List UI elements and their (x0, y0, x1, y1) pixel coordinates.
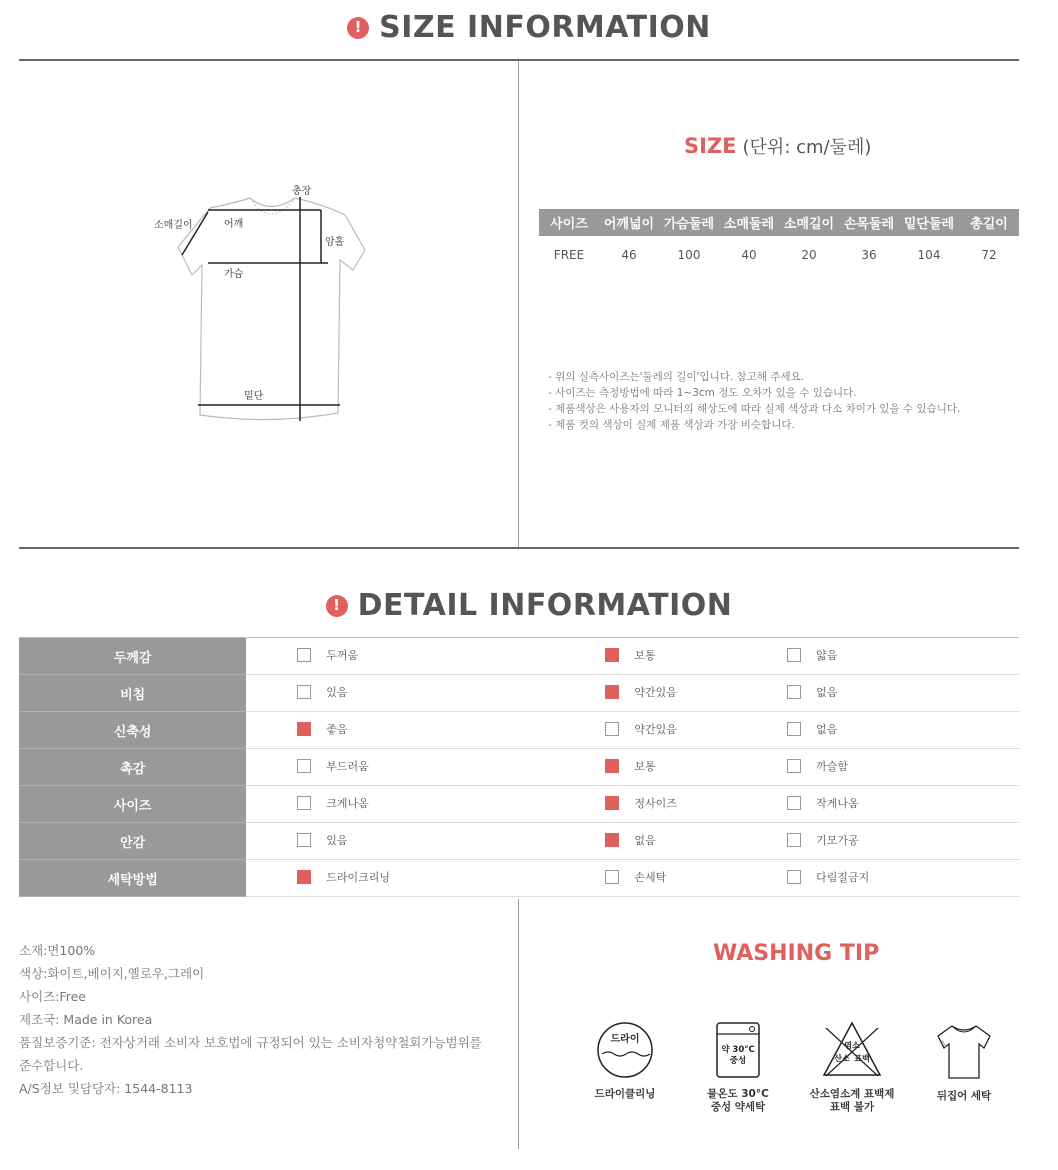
size-info-heading: SIZE INFORMATION (379, 10, 711, 45)
unchecked-box-icon (297, 833, 311, 847)
table-cell: 20 (801, 247, 817, 262)
detail-label: 사이즈 (19, 786, 246, 823)
label-sleeve: 소매길이 (154, 220, 193, 231)
col-header: 가슴둘레 (659, 209, 719, 236)
detail-row (19, 823, 1019, 860)
label-shoulder: 어깨 (224, 219, 244, 230)
detail-option-label: 정사이즈 (634, 797, 677, 810)
detail-option (297, 795, 369, 811)
table-cell: 40 (741, 247, 757, 262)
checked-box-icon (605, 796, 619, 810)
unchecked-box-icon (787, 759, 801, 773)
inside-out-icon (934, 1020, 994, 1082)
table-cell: 100 (677, 247, 701, 262)
detail-option (787, 869, 869, 885)
col-header: 소매둘레 (719, 209, 779, 236)
detail-label: 신축성 (19, 712, 246, 749)
detail-option (297, 869, 390, 885)
wash-item-inside-out (924, 1020, 1004, 1103)
detail-label: 비침 (19, 675, 246, 712)
unchecked-box-icon (297, 685, 311, 699)
checked-box-icon (297, 722, 311, 736)
detail-option (605, 758, 655, 774)
col-header: 소매길이 (779, 209, 839, 236)
col-header: 밑단둘레 (899, 209, 959, 236)
detail-option-label: 약간있음 (634, 723, 677, 736)
wash-item-machine (700, 1020, 776, 1114)
detail-option (297, 832, 347, 848)
checked-box-icon (605, 648, 619, 662)
unchecked-box-icon (787, 685, 801, 699)
info-line: 색상:화이트,베이지,옐로우,그레이 (19, 966, 205, 981)
unchecked-box-icon (297, 796, 311, 810)
unchecked-box-icon (297, 648, 311, 662)
detail-option-label: 부드러움 (326, 760, 369, 773)
detail-option (787, 832, 859, 848)
detail-option-cell (555, 749, 787, 786)
detail-option-label: 얇음 (816, 649, 838, 662)
note-line: - 위의 실측사이즈는'둘레의 길이'입니다. 참고해 주세요. (548, 371, 805, 383)
detail-option (605, 684, 677, 700)
wash-caption: 산소염소계 표백제 (809, 1088, 895, 1100)
info-line: 품질보증기준: 전자상거래 소비자 보호법에 규정되어 있는 소비자청약철회가능범위를 (19, 1035, 482, 1050)
detail-option-cell (246, 712, 555, 749)
wash-item-dry-clean (590, 1020, 660, 1101)
table-row (539, 236, 1019, 273)
col-header: 어깨넓이 (599, 209, 659, 236)
wash-item-no-bleach (802, 1020, 902, 1114)
wash-caption: 드라이클리닝 (594, 1088, 656, 1100)
detail-option-label: 손세탁 (634, 871, 667, 884)
detail-option (605, 795, 677, 811)
detail-option-cell (555, 860, 787, 897)
wash-caption: 뒤집어 세탁 (936, 1090, 992, 1102)
note-line: - 제품 컷의 색상이 실제 제품 색상과 가장 비슷합니다. (548, 419, 795, 431)
table-cell: 104 (917, 247, 941, 262)
table-cell: 72 (981, 247, 997, 262)
detail-option-label: 두꺼움 (326, 649, 359, 662)
detail-option-label: 있음 (326, 834, 348, 847)
unchecked-box-icon (787, 722, 801, 736)
detail-option-cell (246, 638, 555, 675)
unchecked-box-icon (787, 833, 801, 847)
info-line: A/S정보 및담당자: 1544-8113 (19, 1081, 193, 1096)
wash-temp: 약 30°C (721, 1045, 755, 1055)
detail-option-label: 크게나옴 (326, 797, 369, 810)
detail-option-label: 드라이크리닝 (326, 871, 391, 884)
size-heading-unit: (단위: cm/둘레) (742, 137, 872, 158)
label-hem: 밑단 (244, 391, 264, 402)
unchecked-box-icon (605, 722, 619, 736)
size-heading-label: SIZE (684, 134, 737, 158)
unchecked-box-icon (297, 759, 311, 773)
detail-option (605, 832, 655, 848)
detail-option-label: 있음 (326, 686, 348, 699)
detail-option-cell (246, 860, 555, 897)
label-length: 총장 (292, 186, 312, 197)
label-armhole: 암홀 (325, 237, 345, 248)
detail-option-cell (555, 675, 787, 712)
detail-option (787, 647, 837, 663)
size-table (539, 209, 1019, 273)
divider (19, 547, 1019, 549)
detail-info-title (0, 588, 1058, 623)
detail-option-cell (787, 712, 1019, 749)
bleach-oxygen: 산소 (834, 1054, 850, 1063)
info-line: 소재:면100% (19, 943, 96, 958)
unchecked-box-icon (787, 648, 801, 662)
detail-option-label: 좋음 (326, 723, 348, 736)
checked-box-icon (605, 685, 619, 699)
divider (19, 59, 1019, 61)
detail-option-label: 없음 (634, 834, 656, 847)
detail-option (605, 721, 677, 737)
product-info (19, 939, 514, 1100)
checked-box-icon (605, 759, 619, 773)
detail-option (297, 721, 347, 737)
col-header: 총길이 (959, 209, 1019, 236)
detail-label: 두께감 (19, 638, 246, 675)
size-notes (548, 369, 960, 433)
detail-option-label: 없음 (816, 686, 838, 699)
detail-row (19, 638, 1019, 675)
detail-option-label: 약간있음 (634, 686, 677, 699)
detail-option-label: 기모가공 (816, 834, 859, 847)
size-table-header (539, 209, 1019, 236)
col-header: 손목둘레 (839, 209, 899, 236)
detail-option-cell (787, 860, 1019, 897)
detail-option-cell (787, 749, 1019, 786)
divider (518, 61, 519, 547)
detail-option-label: 없음 (816, 723, 838, 736)
detail-option (787, 721, 837, 737)
col-header: 사이즈 (539, 209, 599, 236)
detail-row (19, 749, 1019, 786)
detail-info-heading: DETAIL INFORMATION (357, 588, 733, 623)
no-bleach-icon (820, 1020, 884, 1080)
detail-option-label: 보통 (634, 760, 656, 773)
detail-option (605, 869, 666, 885)
label-chest: 가슴 (224, 269, 244, 280)
detail-option-cell (555, 823, 787, 860)
divider (518, 899, 519, 1149)
table-cell: 46 (621, 247, 637, 262)
detail-table (19, 637, 1019, 897)
detail-option-cell (787, 823, 1019, 860)
table-cell: 36 (861, 247, 877, 262)
machine-wash-icon (708, 1020, 768, 1080)
detail-label: 촉감 (19, 749, 246, 786)
detail-option-cell (787, 675, 1019, 712)
detail-option (297, 647, 358, 663)
detail-option-cell (246, 675, 555, 712)
washing-tip-title: WASHING TIP (713, 941, 880, 966)
wash-caption: 중성 약세탁 (710, 1101, 766, 1113)
dry-clean-icon (595, 1020, 655, 1080)
detail-option-cell (246, 823, 555, 860)
unchecked-box-icon (605, 870, 619, 884)
info-line: 제조국: Made in Korea (19, 1012, 153, 1027)
detail-option-cell (246, 786, 555, 823)
detail-option-label: 작게나옴 (816, 797, 859, 810)
detail-label: 세탁방법 (19, 860, 246, 897)
alert-icon: ! (347, 17, 369, 39)
detail-option-cell (246, 749, 555, 786)
detail-option-label: 다림질금지 (816, 871, 870, 884)
bleach-label: 표백 (854, 1054, 870, 1063)
detail-option-cell (555, 712, 787, 749)
detail-option (787, 684, 837, 700)
info-line: 사이즈:Free (19, 989, 86, 1004)
detail-option (605, 647, 655, 663)
detail-option (787, 758, 848, 774)
detail-option-label: 보통 (634, 649, 656, 662)
detail-row (19, 675, 1019, 712)
detail-row (19, 786, 1019, 823)
detail-label: 안감 (19, 823, 246, 860)
note-line: - 사이즈는 측정방법에 따라 1~3cm 정도 오차가 있을 수 있습니다. (548, 387, 857, 399)
unchecked-box-icon (787, 796, 801, 810)
detail-row (19, 712, 1019, 749)
alert-icon: ! (326, 595, 348, 617)
detail-row (19, 860, 1019, 897)
detail-option-cell (555, 786, 787, 823)
detail-option-cell (555, 638, 787, 675)
info-line: 준수합니다. (19, 1058, 84, 1073)
checked-box-icon (297, 870, 311, 884)
detail-option (297, 684, 347, 700)
wash-neutral: 중성 (729, 1056, 747, 1066)
wash-caption: 물온도 30°C (707, 1088, 769, 1100)
dry-clean-inner: 드라이 (610, 1034, 640, 1045)
size-heading (684, 133, 871, 159)
wash-caption: 표백 불가 (829, 1101, 875, 1113)
detail-option (787, 795, 859, 811)
bleach-chlorine: 염소 (844, 1041, 860, 1050)
unchecked-box-icon (787, 870, 801, 884)
detail-option (297, 758, 369, 774)
shirt-diagram (140, 175, 380, 435)
size-info-title (0, 10, 1058, 45)
note-line: - 제품색상은 사용자의 모니터의 해상도에 따라 실제 색상과 다소 차이가 있을 수 있습니다. (548, 403, 961, 415)
detail-option-label: 까슬함 (816, 760, 849, 773)
table-cell: FREE (553, 247, 585, 262)
checked-box-icon (605, 833, 619, 847)
detail-option-cell (787, 638, 1019, 675)
detail-option-cell (787, 786, 1019, 823)
